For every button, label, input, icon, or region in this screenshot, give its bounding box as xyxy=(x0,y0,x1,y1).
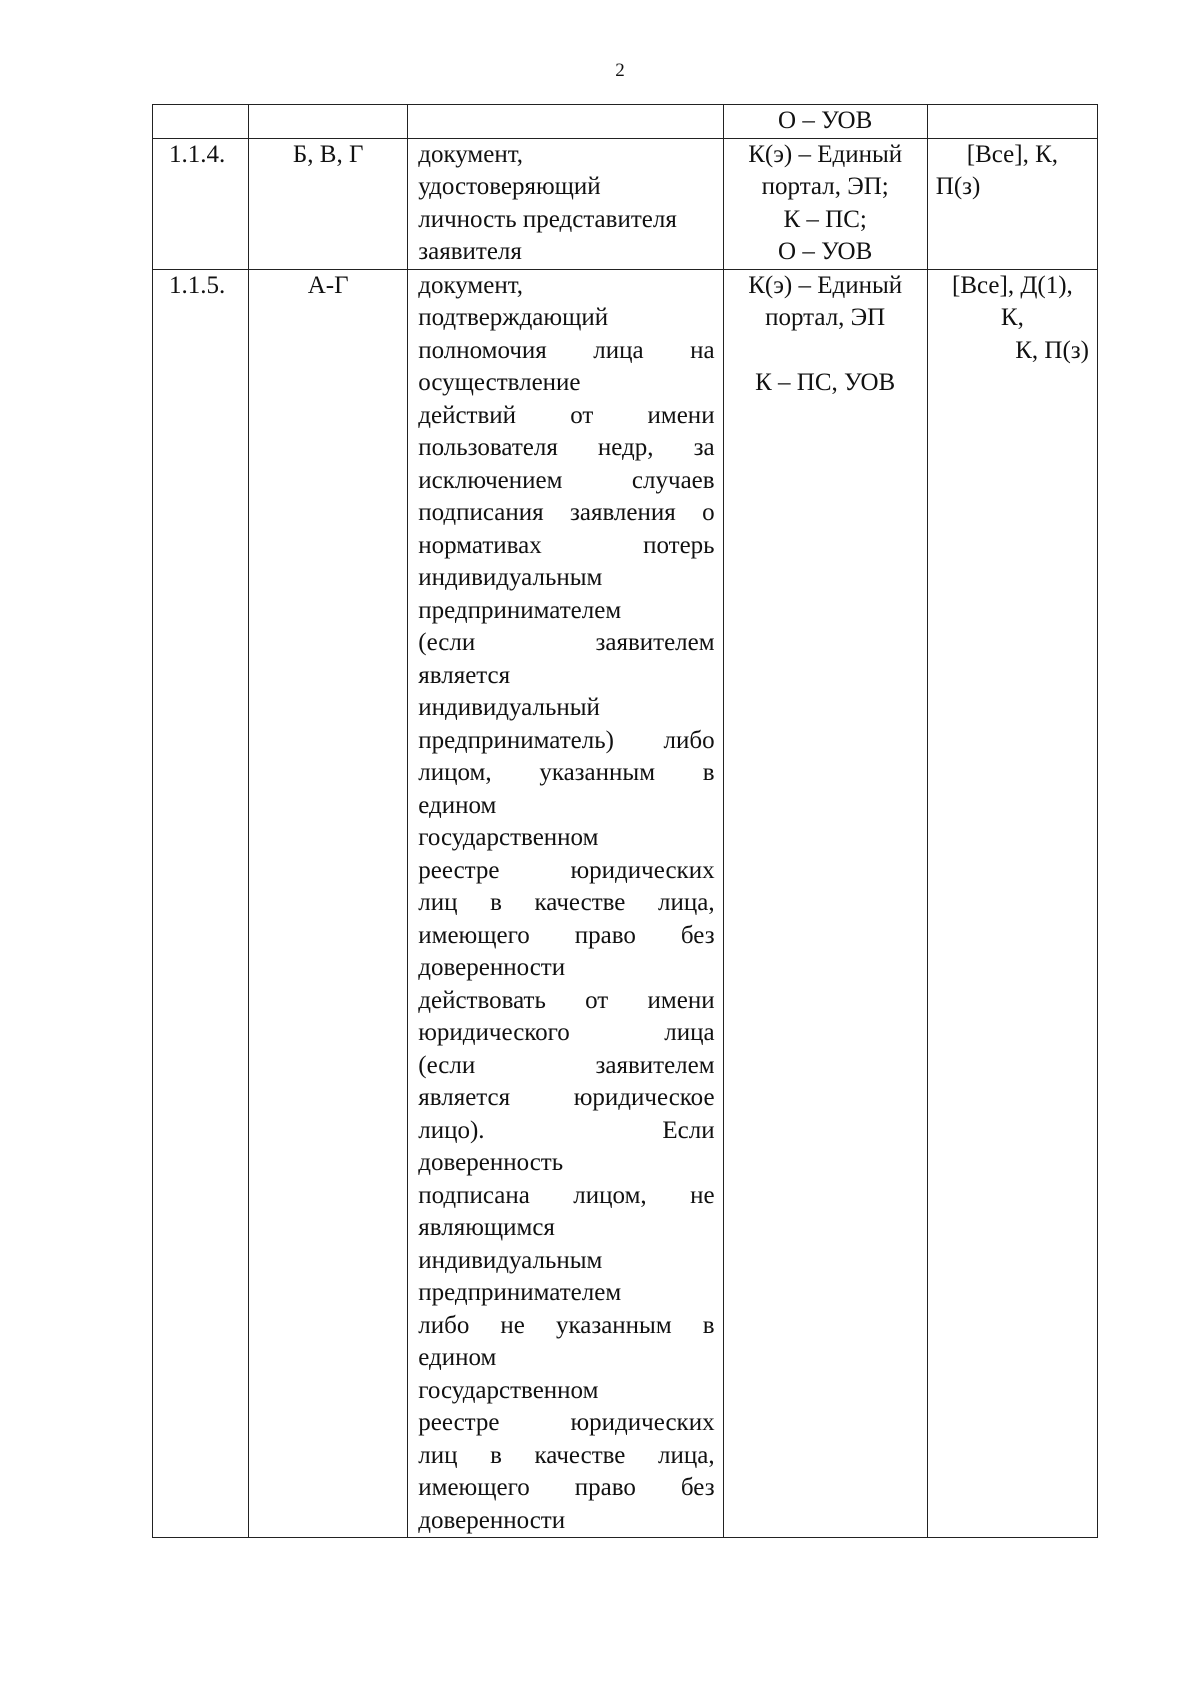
table-row-continuation xyxy=(153,105,1098,139)
cell-document-form xyxy=(927,138,1097,269)
cell-item-number: 1.1.4. xyxy=(153,138,249,269)
cell-empty xyxy=(153,105,249,139)
description-line: предпринимателем xyxy=(418,1279,622,1306)
description-line: удостоверяющий xyxy=(418,173,601,200)
page-number: 2 xyxy=(615,60,625,81)
description-line: является xyxy=(418,661,511,689)
description-line: документ, xyxy=(418,271,524,299)
method-line: К(э) – Единый xyxy=(748,140,903,168)
method-line: портал, ЭП; xyxy=(761,173,889,200)
cell-applicant-groups: Б, В, Г xyxy=(249,138,408,269)
description-line: доверенности xyxy=(418,954,566,981)
description-line: юридического лица xyxy=(418,1019,715,1046)
description-line: является юридическое xyxy=(418,1084,715,1111)
description-line: имеющего право без xyxy=(418,1474,715,1501)
cell-submission-method: О – УОВ xyxy=(723,105,927,139)
description-line: предприниматель) либо xyxy=(418,726,715,754)
description-line: предпринимателем xyxy=(418,596,622,624)
method-line: К – ПС; xyxy=(783,205,867,233)
method-line: О – УОВ xyxy=(778,238,873,265)
description-line: едином xyxy=(418,791,497,819)
description-line: либо не указанным в xyxy=(418,1311,715,1339)
description-line: подписана лицом, не xyxy=(418,1181,715,1209)
description-line: пользователя недр, за xyxy=(418,434,715,461)
description-line: подтверждающий xyxy=(418,304,609,331)
form-line: П(з) xyxy=(935,173,981,200)
description-line: индивидуальным xyxy=(418,564,603,591)
description-line: едином xyxy=(418,1344,497,1371)
description-line: действий от имени xyxy=(418,401,715,429)
document-table xyxy=(152,104,1098,1538)
form-line: К, П(з) xyxy=(1015,336,1089,364)
cell-document-form xyxy=(927,269,1097,1538)
cell-empty xyxy=(408,105,723,139)
method-line: К(э) – Единый xyxy=(748,271,903,299)
description-line: государственном xyxy=(418,1376,599,1404)
form-line: К, xyxy=(1000,304,1024,331)
description-line: личность представителя xyxy=(418,205,677,233)
table-row xyxy=(153,138,1098,269)
description-line: (если заявителем xyxy=(418,629,715,656)
description-line: являющимся xyxy=(418,1214,555,1241)
cell-submission-method xyxy=(723,138,927,269)
description-line: лиц в качестве лица, xyxy=(418,889,715,916)
description-line: лицо). Если xyxy=(418,1116,715,1144)
cell-submission-method xyxy=(723,269,927,1538)
description-line: государственном xyxy=(418,824,599,851)
description-line: индивидуальный xyxy=(418,694,600,721)
description-line: лиц в качестве лица, xyxy=(418,1441,715,1469)
cell-item-number: 1.1.5. xyxy=(153,269,249,1538)
description-line: имеющего право без xyxy=(418,921,715,949)
cell-empty xyxy=(249,105,408,139)
description-line: (если заявителем xyxy=(418,1051,715,1079)
description-line: действовать от имени xyxy=(418,986,715,1014)
description-line: документ, xyxy=(418,140,524,168)
description-line: подписания заявления о xyxy=(418,499,715,526)
description-line: исключением случаев xyxy=(418,466,715,494)
description-line: полномочия лица на xyxy=(418,336,715,364)
description-line: осуществление xyxy=(418,369,581,396)
cell-document-description xyxy=(408,269,723,1538)
form-line: [Все], К, xyxy=(966,140,1059,168)
description-line: реестре юридических xyxy=(418,1409,715,1436)
description-line: нормативах потерь xyxy=(418,531,715,559)
description-line: индивидуальным xyxy=(418,1246,603,1274)
cell-document-description xyxy=(408,138,723,269)
method-line: К – ПС, УОВ xyxy=(755,369,896,396)
table-row xyxy=(153,269,1098,1538)
method-line xyxy=(732,335,919,368)
description-line: заявителя xyxy=(418,238,522,265)
description-line: реестре юридических xyxy=(418,856,715,884)
description-line: доверенность xyxy=(418,1149,564,1176)
description-line: лицом, указанным в xyxy=(418,759,715,786)
method-line: портал, ЭП xyxy=(765,304,886,331)
form-line: [Все], Д(1), xyxy=(952,271,1073,299)
cell-applicant-groups: А-Г xyxy=(249,269,408,1538)
description-line: доверенности xyxy=(418,1506,566,1534)
cell-empty xyxy=(927,105,1097,139)
